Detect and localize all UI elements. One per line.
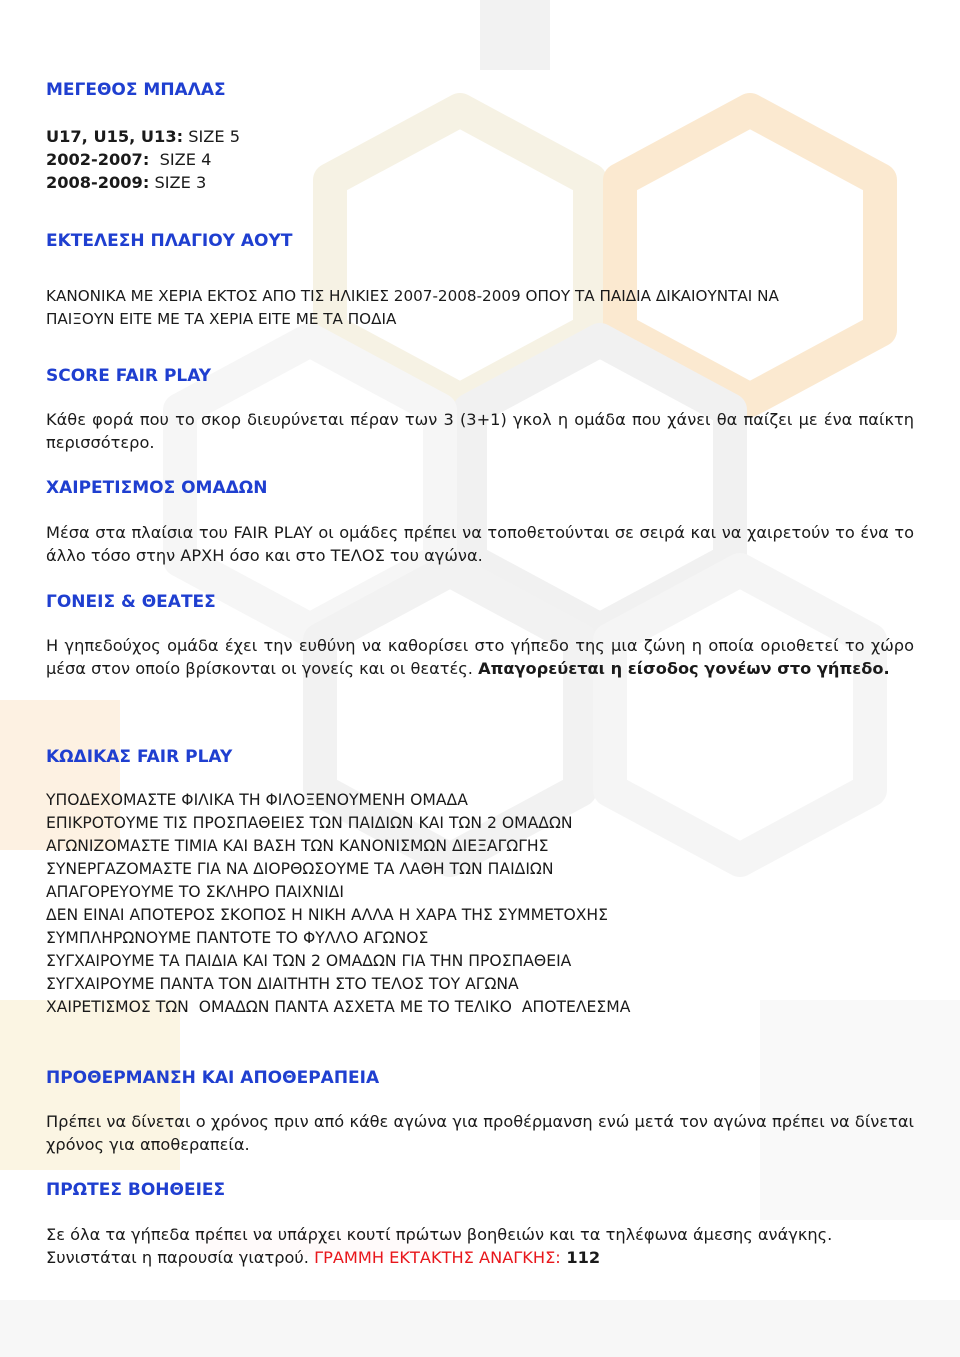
fair-play-code-heading: ΚΩΔΙΚΑΣ FAIR PLAY [46, 747, 233, 767]
ball-size-value: SIZE 5 [183, 127, 241, 146]
code-item: ΥΠΟΔΕΧΟΜΑΣΤΕ ΦΙΛΙΚΑ ΤΗ ΦΙΛΟΞΕΝΟΥΜΕΝΗ ΟΜΑΔΑ [46, 791, 468, 809]
parents-ban-notice: Απαγορεύεται η είσοδος γονέων στο γήπεδο. [478, 659, 890, 678]
fair-play-code-list [46, 789, 914, 1019]
code-item: ΣΥΓΧΑΙΡΟΥΜΕ ΠΑΝΤΑ ΤΟΝ ΔΙΑΙΤΗΤΗ ΣΤΟ ΤΕΛΟΣ ΤΟΥ ΑΓΩΝΑ [46, 975, 519, 993]
throw-in-line: ΚΑΝΟΝΙΚΑ ΜΕ ΧΕΡΙΑ ΕΚΤΟΣ ΑΠΟ ΤΙΣ ΗΛΙΚΙΕΣ 2007-2008-2009 ΟΠΟΥ ΤΑ ΠΑΙΔΙΑ ΔΙΚΑΙΟΥΝΤΑΙ ΝΑ [46, 287, 779, 305]
ball-size-list [46, 125, 914, 194]
ball-size-row [46, 148, 914, 171]
age-group-label: 2008-2009: [46, 173, 150, 192]
first-aid-heading: ΠΡΩΤΕΣ ΒΟΗΘΕΙΕΣ [46, 1180, 226, 1200]
warmup-heading: ΠΡΟΘΕΡΜΑΝΣΗ ΚΑΙ ΑΠΟΘΕΡΑΠΕΙΑ [46, 1068, 380, 1088]
code-item: ΑΓΩΝΙΖΟΜΑΣΤΕ ΤΙΜΙΑ ΚΑΙ ΒΑΣΗ ΤΩΝ ΚΑΝΟΝΙΣΜΩΝ ΔΙΕΞΑΓΩΓΗΣ [46, 837, 549, 855]
first-aid-line: Σε όλα τα γήπεδα πρέπει να υπάρχει κουτί πρώτων βοηθειών και τα τηλέφωνα άμεσης ανάγκης. [46, 1225, 833, 1244]
throw-in-line: ΠΑΙΞΟΥΝ ΕΙΤΕ ΜΕ ΤΑ ΧΕΡΙΑ ΕΙΤΕ ΜΕ ΤΑ ΠΟΔΙΑ [46, 310, 397, 328]
age-group-label: 2002-2007: [46, 150, 150, 169]
warmup-text: Πρέπει να δίνεται ο χρόνος πριν από κάθε αγώνα για προθέρμανση ενώ μετά τον αγώνα πρέπει να δίνεται χρόνος για αποθεραπεία. [46, 1112, 914, 1154]
first-aid-text [46, 1223, 914, 1269]
code-item: ΣΥΜΠΛΗΡΩΝΟΥΜΕ ΠΑΝΤΟΤΕ ΤΟ ΦΥΛΛΟ ΑΓΩΝΟΣ [46, 929, 429, 947]
score-fair-play-text: Κάθε φορά που το σκορ διευρύνεται πέραν των 3 (3+1) γκολ η ομάδα που χάνει θα παίζει με ένα παίκτη περισσότερο. [46, 410, 914, 452]
ball-size-value: SIZE 4 [149, 150, 212, 169]
throw-in-heading: ΕΚΤΕΛΕΣΗ ΠΛΑΓΙΟΥ ΑΟΥΤ [46, 231, 293, 251]
first-aid-line [46, 1246, 914, 1269]
ball-size-row [46, 171, 914, 194]
doctor-recommendation: Συνιστάται η παρουσία γιατρού. [46, 1248, 315, 1267]
parents-heading: ΓΟΝΕΙΣ & ΘΕΑΤΕΣ [46, 592, 216, 612]
age-group-label: U17, U15, U13: [46, 127, 184, 146]
ball-size-row [46, 125, 914, 148]
throw-in-text [46, 285, 914, 331]
emergency-line-label: ΓΡΑΜΜΗ ΕΚΤΑΚΤΗΣ ΑΝΑΓΚΗΣ: [314, 1248, 561, 1267]
greeting-text: Μέσα στα πλαίσια του FAIR PLAY οι ομάδες πρέπει να τοποθετούνται σε σειρά και να χαιρετούν το ένα το άλλο τόσο στην ΑΡΧΗ όσο και στο ΤΕΛΟΣ του αγώνα. [46, 523, 914, 565]
greeting-heading: ΧΑΙΡΕΤΙΣΜΟΣ ΟΜΑΔΩΝ [46, 478, 268, 498]
emergency-number: 112 [560, 1248, 601, 1267]
code-item: ΣΥΓΧΑΙΡΟΥΜΕ ΤΑ ΠΑΙΔΙΑ ΚΑΙ ΤΩΝ 2 ΟΜΑΔΩΝ ΓΙΑ ΤΗΝ ΠΡΟΣΠΑΘΕΙΑ [46, 952, 572, 970]
code-item: ΑΠΑΓΟΡΕΥΟΥΜΕ ΤΟ ΣΚΛΗΡΟ ΠΑΙΧΝΙΔΙ [46, 883, 344, 901]
code-item: ΣΥΝΕΡΓΑΖΟΜΑΣΤΕ ΓΙΑ ΝΑ ΔΙΟΡΘΩΣΟΥΜΕ ΤΑ ΛΑΘΗ ΤΩΝ ΠΑΙΔΙΩΝ [46, 860, 554, 878]
code-item: ΧΑΙΡΕΤΙΣΜΟΣ ΤΩΝ ΟΜΑΔΩΝ ΠΑΝΤΑ ΑΣΧΕΤΑ ΜΕ ΤΟ ΤΕΛΙΚΟ ΑΠΟΤΕΛΕΣΜΑ [46, 998, 631, 1016]
code-item: ΔΕΝ ΕΙΝΑΙ ΑΠΟΤΕΡΟΣ ΣΚΟΠΟΣ Η ΝΙΚΗ ΑΛΛΑ Η ΧΑΡΑ ΤΗΣ ΣΥΜΜΕΤΟΧΗΣ [46, 906, 608, 924]
ball-size-value: SIZE 3 [149, 173, 207, 192]
score-fair-play-heading: SCORE FAIR PLAY [46, 366, 212, 386]
parents-paragraph: Η γηπεδούχος ομάδα έχει την ευθύνη να καθορίσει στο γήπεδο της μια ζώνη η οποία οριοθετεί το χώρο μέσα στον οποίο βρίσκονται οι γονείς και οι θεατές. [46, 636, 914, 678]
ball-size-heading: ΜΕΓΕΘΟΣ ΜΠΑΛΑΣ [46, 80, 226, 100]
parents-text [46, 634, 914, 680]
code-item: ΕΠΙΚΡΟΤΟΥΜΕ ΤΙΣ ΠΡΟΣΠΑΘΕΙΕΣ ΤΩΝ ΠΑΙΔΙΩΝ ΚΑΙ ΤΩΝ 2 ΟΜΑΔΩΝ [46, 814, 573, 832]
